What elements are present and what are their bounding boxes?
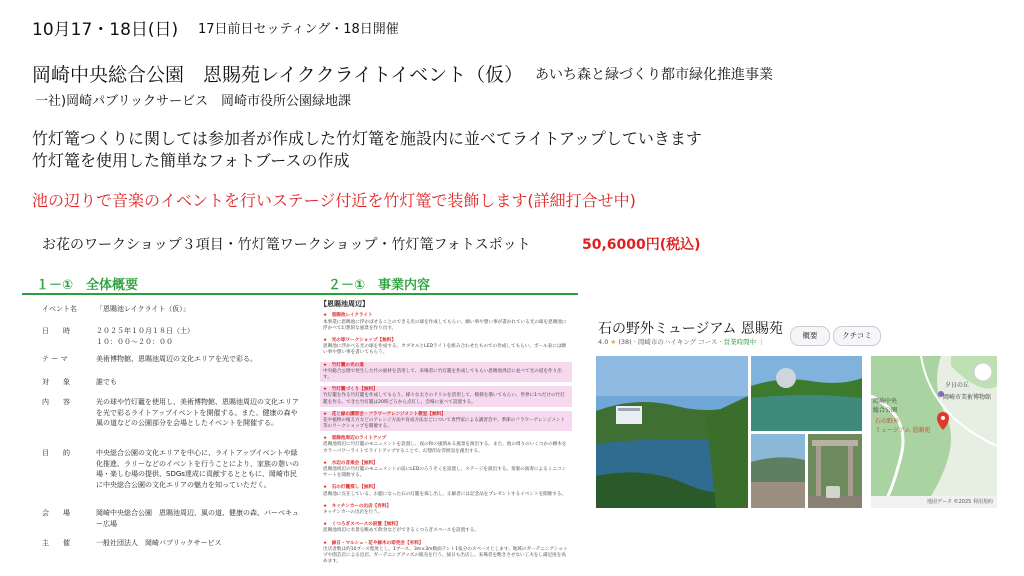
detail-item [320,386,572,407]
detail-heading: ★ 水辺の音楽会【無料】 [323,460,378,466]
price: 50,6000円(税込) [582,237,701,253]
more-icon[interactable]: ⋮ [758,338,765,346]
overview-key: テ ー マ [42,355,68,363]
detail-body: 中央総合公園で発生した竹の廃材を活用して、来場者に竹灯籠を作成してもらい恩賜池周辺に並べて光の道を作り出す。 [323,368,562,380]
tab-reviews[interactable]: クチコミ [833,326,881,346]
detail-body: 本事業に恩賜池に浮かばせることのできる光の球を作成してもらい、願い事や想い事が書かれている光の球を恩賜池に浮かべて幻想的な風景を作り出す。 [323,319,567,331]
overview-key: 目 的 [42,449,70,457]
pergola-photo-image [808,434,862,508]
event-date-note: 17日前日セッティング・18日開催 [198,22,399,37]
event-date: 10月17・18日(日) [32,20,179,40]
detail-item [320,503,572,517]
detail-body: 恩賜池に浮かべる光の球を作成する。カプセルとLEDライトを組み合わせたものでの作成してもらい、ボール表には願い事や想い事を書いてもらう。 [323,344,567,356]
place-title[interactable]: 石の野外ミュージアム 恩賜苑 [598,321,783,337]
detail-body: 恩賜池周辺の竹灯籠のモニュメントの前にLEDのろうそくを設置し、ステージを演出する。奏楽の演奏によるミニコンサートを開催する。 [323,467,567,479]
place-review-count[interactable]: (38) [618,338,632,346]
music-event-note: 池の辺りで音楽のイベントを行いステージ付近を竹灯篭で装飾します(詳細打合せ中) [32,191,636,210]
overview-key: 内 容 [42,398,70,406]
section-overview-heading: １－① 全体概要 [36,278,139,293]
overview-value: 光の球や竹灯籠を使用し、美術博物館、恩賜池周辺の文化エリアを光で彩るライトアップイベントを開催する。また、健康の森や風の道などの公園部分を会場としたイベントを開催する。 [96,398,299,427]
detail-heading: ★ 光の球ワークショップ【無料】 [323,338,396,343]
detail-item [320,411,572,432]
detail-heading: ★ 竹灯籠づくり【無料】 [323,387,378,393]
place-photo-main[interactable] [596,356,748,508]
overview-key: イベント名 [42,305,77,313]
map-label-sunset-hill: 夕日の丘 [945,382,970,389]
detail-item [320,521,572,535]
tab-overview[interactable]: 概要 [790,326,830,346]
detail-item [320,460,572,481]
description-line-1: 竹灯篭つくりに関しては参加者が作成した竹灯篭を施設内に並べてライトアップしていきます [32,129,702,148]
map-label-park: 岡崎中央 総合公園 [873,398,898,414]
detail-body: 恩賜池周辺に水景を眺めて飲食などができるくつろぎスペースを設置する。 [323,528,479,534]
panel-title: 【恩賜池周辺】 [320,300,369,308]
detail-body: 恩賜池に点在している、お題になった石の灯籠を探し出し、正解者には記念品をプレゼントするイベントを開催する。 [323,491,567,497]
park-photo-image [596,356,748,508]
detail-heading: ★ 恩賜池周辺のライトアップ [323,436,387,442]
detail-item [320,540,572,567]
map-label-place: 石の野外 ミュージアム 恩賜苑 [875,418,931,434]
detail-item [320,435,572,456]
overview-value: 美術博物館、恩賜池周辺の文化エリアを光で彩る。 [96,355,257,363]
event-program: あいち森と緑づくり都市緑化推進事業 [535,67,773,83]
pond-photo-image [751,356,862,431]
overview-key: 対 象 [42,378,70,386]
detail-heading: ★ キッチンカーの出店【有料】 [323,503,392,509]
place-rating: 4.0 [598,338,609,346]
section-divider [22,293,578,295]
place-map[interactable] [871,356,997,508]
wall-photo-image [751,434,805,508]
detail-body: 恩賜池周辺に竹灯籠のモニュメントを設置し、夜の和の風情ある風景を演出する。また、池の周りのいくつかの樹木をカラーパワーライトでライトアップすることで、幻想的な雰囲気を創出する。 [323,442,567,454]
event-title: 岡崎中央総合公園 恩賜苑レイククライトイベント（仮） [32,64,524,86]
detail-heading: ★ 花と緑の講習会・フラワーアレンジメント教室【無料】 [323,411,446,417]
detail-heading: ★ 石の灯籠探し【無料】 [323,485,378,491]
overview-value: 一般社団法人 岡崎パブリックサービス [96,539,222,547]
content-detail-panel [320,298,572,565]
detail-heading: ★ くつろぎスペースの設置【無料】 [323,522,401,528]
overview-value: 中央総合公園の文化エリアを中心に、ライトアップイベントや緑化推進、ラリーなどのイベントを行うことにより、家族の憩いの場・楽しむ場の提供、SDGs達成に貢献するとともに、岡崎市民に中央総合公園の文化エリアの魅力を知っていただく。 [96,449,299,489]
detail-item [320,312,572,333]
star-icon: ★ [610,338,617,346]
detail-body: 竹灯籠を作る竹灯籠を作成してもらう。様々な太さのドリルを活用して、模様を描いてもらい、世界に1つだけの竹灯籠を作る。できた竹灯籠は20時ごろから点灯し、会場に並べて設置する。 [323,393,565,405]
workshop-items: お花のワークショップ３項目・竹灯篭ワークショップ・竹灯篭フォトスポット [42,237,531,253]
place-photo-pond[interactable] [751,356,862,431]
overview-key: 主 催 [42,539,70,547]
detail-item [320,484,572,498]
description-line-2: 竹灯篭を使用した簡単なフォトブースの作成 [32,151,350,170]
map-label-museum: 岡崎市美術博物館 [943,394,992,401]
detail-body: 出店者数は約10ブース程度とし、1ブース、3m×3m数面テント1張分のスペースとします。地域のガーデニングショップや園芸店による出店、ガーデニンググッズの販売を行う。緑日も出店し、来場者を飽きさせない工夫をし満足度を高めます。 [323,546,568,565]
detail-heading: ★ 竹灯籠の光の道 [323,362,364,368]
overview-value: ２０２５年１０月１８日（土） １０：００～２０：００ [96,327,194,346]
place-open-status: 営業時間中 [723,338,757,346]
place-category: · 岡崎市のハイキング コース · [633,338,724,346]
detail-body: 花や植物の植え方などのアレンジ方法や育成方法などについて専門家による講習会や、季節のフラワーアレンジメント等のワークショップを開催する。 [323,417,566,430]
detail-heading: ★ 恩賜池レイクライト [323,313,373,319]
section-content-heading: ２－① 事業内容 [328,278,431,293]
detail-heading: ★ 緑日・マルシェ・花や緑木の即売会【有料】 [323,540,424,546]
place-photo-wall[interactable] [751,434,805,508]
map-terms-link[interactable]: 利用規約 [973,499,994,505]
overview-value: 誰でも [96,378,117,386]
map-credit: 地図データ ©2025 [927,499,972,505]
map-footer [871,496,997,508]
place-meta [598,337,765,346]
place-photo-pergola[interactable] [808,434,862,508]
overview-key: 日 時 [42,327,70,335]
detail-item [320,362,572,383]
organizers: 一社)岡崎パブリックサービス 岡崎市役所公園緑地課 [35,94,352,109]
overview-key: 会 場 [42,509,70,517]
overview-value: 「恩賜池レイクライト（仮）」 [96,305,190,313]
detail-item [320,337,572,358]
overview-value: 岡崎中央総合公園 恩賜池周辺、風の道、健康の森、バーベキュー広場 [96,509,299,528]
detail-body: キッチンカーの出店を行う。 [323,509,383,515]
